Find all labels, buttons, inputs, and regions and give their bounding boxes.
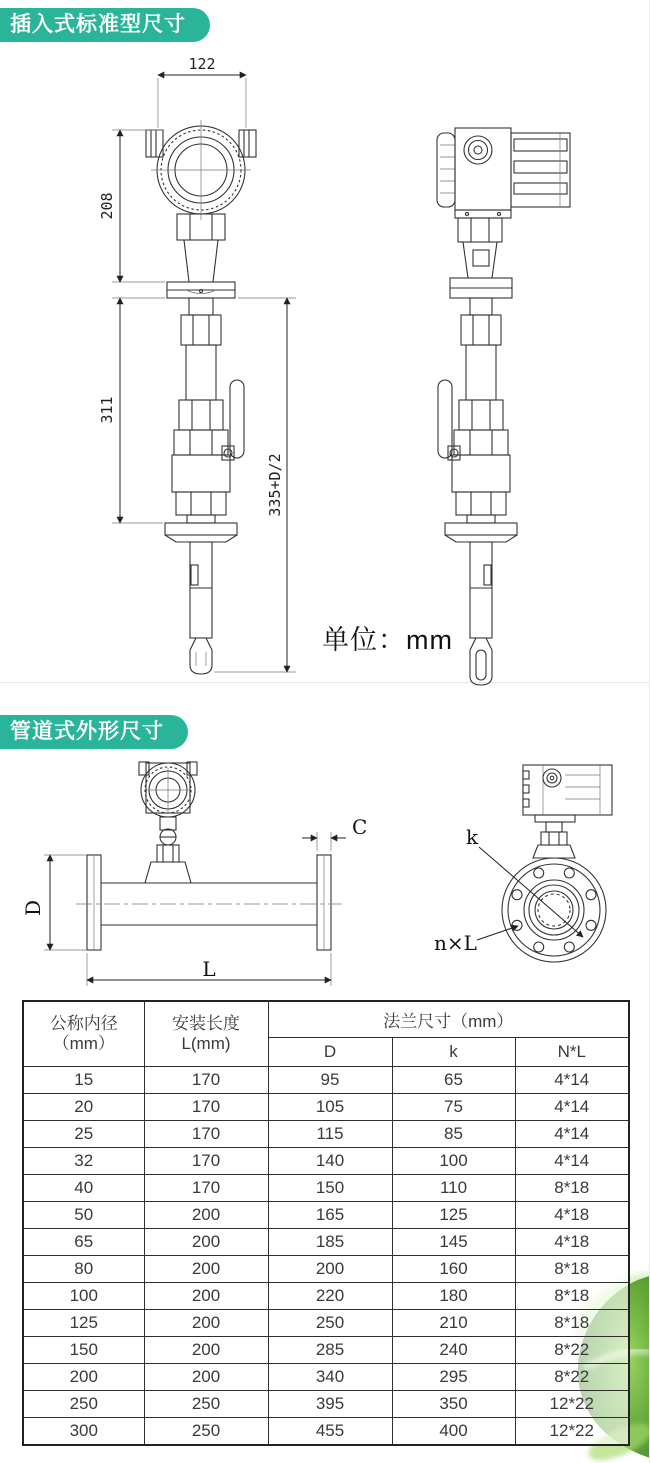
table-cell: 150	[268, 1175, 392, 1202]
pipe-side-view	[21, 762, 367, 986]
unit-note: 单位：mm	[322, 625, 453, 655]
table-cell: 220	[268, 1283, 392, 1310]
table-cell: 300	[23, 1418, 144, 1446]
header-flange-d: D	[268, 1038, 392, 1067]
header-flange-group: 法兰尺寸（mm）	[268, 1001, 629, 1038]
table-cell: 200	[144, 1202, 268, 1229]
table-cell: 200	[23, 1364, 144, 1391]
table-cell: 200	[144, 1364, 268, 1391]
table-cell: 105	[268, 1094, 392, 1121]
table-cell: 200	[144, 1283, 268, 1310]
table-cell: 200	[268, 1256, 392, 1283]
table-cell: 25	[23, 1121, 144, 1148]
header-nominal-diameter: 公称内径 （mm）	[23, 1001, 144, 1067]
table-cell: 12*22	[515, 1391, 629, 1418]
table-cell: 250	[144, 1418, 268, 1446]
table-cell: 165	[268, 1202, 392, 1229]
table-row	[23, 1418, 629, 1446]
table-cell: 340	[268, 1364, 392, 1391]
table-cell: 12*22	[515, 1418, 629, 1446]
label-flange-thickness: C	[352, 815, 368, 839]
header-install-length: 安装长度 L(mm)	[144, 1001, 268, 1067]
table-cell: 85	[392, 1121, 515, 1148]
table-cell: 210	[392, 1310, 515, 1337]
table-cell: 125	[23, 1310, 144, 1337]
table-cell: 8*18	[515, 1310, 629, 1337]
table-cell: 8*18	[515, 1256, 629, 1283]
table-cell: 185	[268, 1229, 392, 1256]
table-row	[23, 1310, 629, 1337]
table-cell: 395	[268, 1391, 392, 1418]
table-row	[23, 1229, 629, 1256]
table-cell: 50	[23, 1202, 144, 1229]
table-cell: 200	[144, 1310, 268, 1337]
table-cell: 65	[392, 1067, 515, 1094]
table-row	[23, 1175, 629, 1202]
table-cell: 15	[23, 1067, 144, 1094]
table-cell: 400	[392, 1418, 515, 1446]
table-cell: 40	[23, 1175, 144, 1202]
table-cell: 100	[23, 1283, 144, 1310]
table-cell: 75	[392, 1094, 515, 1121]
dimension-table-body	[23, 1067, 629, 1446]
table-cell: 150	[23, 1337, 144, 1364]
insertion-type-drawing	[0, 50, 650, 690]
table-row	[23, 1148, 629, 1175]
table-cell: 8*18	[515, 1283, 629, 1310]
label-bolt-circle-diameter: k	[466, 825, 479, 849]
label-bolt-holes: n×L	[434, 931, 477, 955]
table-cell: 125	[392, 1202, 515, 1229]
table-row	[23, 1337, 629, 1364]
table-cell: 8*22	[515, 1337, 629, 1364]
section-title-pipeline: 管道式外形尺寸	[0, 715, 188, 749]
pipeline-type-drawing	[0, 750, 650, 1000]
table-cell: 4*14	[515, 1094, 629, 1121]
table-cell: 145	[392, 1229, 515, 1256]
table-cell: 170	[144, 1094, 268, 1121]
table-cell: 80	[23, 1256, 144, 1283]
table-cell: 170	[144, 1148, 268, 1175]
header-flange-k: k	[392, 1038, 515, 1067]
dim-label-lower-height: 311	[98, 396, 116, 424]
table-cell: 170	[144, 1067, 268, 1094]
table-cell: 115	[268, 1121, 392, 1148]
table-row	[23, 1283, 629, 1310]
label-install-length: L	[202, 957, 216, 981]
table-cell: 240	[392, 1337, 515, 1364]
table-cell: 455	[268, 1418, 392, 1446]
side-view	[437, 128, 570, 685]
table-cell: 4*14	[515, 1121, 629, 1148]
front-view	[98, 55, 296, 674]
table-row	[23, 1094, 629, 1121]
table-row	[23, 1202, 629, 1229]
table-cell: 200	[144, 1256, 268, 1283]
table-cell: 8*22	[515, 1364, 629, 1391]
table-cell: 350	[392, 1391, 515, 1418]
table-cell: 4*18	[515, 1229, 629, 1256]
dimension-lines	[112, 75, 296, 672]
table-cell: 200	[144, 1229, 268, 1256]
table-cell: 295	[392, 1364, 515, 1391]
header-flange-nl: N*L	[515, 1038, 629, 1067]
table-cell: 4*14	[515, 1067, 629, 1094]
table-cell: 8*18	[515, 1175, 629, 1202]
table-cell: 4*14	[515, 1148, 629, 1175]
dim-label-total-insertion: 335+D/2	[266, 453, 284, 517]
section-title-insertion: 插入式标准型尺寸	[0, 8, 210, 42]
table-cell: 32	[23, 1148, 144, 1175]
table-cell: 250	[268, 1310, 392, 1337]
table-row	[23, 1256, 629, 1283]
table-cell: 250	[144, 1391, 268, 1418]
dim-label-width: 122	[188, 55, 216, 73]
table-cell: 65	[23, 1229, 144, 1256]
table-row	[23, 1067, 629, 1094]
label-pipe-diameter: D	[21, 899, 45, 917]
table-cell: 110	[392, 1175, 515, 1202]
table-row	[23, 1391, 629, 1418]
table-cell: 95	[268, 1067, 392, 1094]
table-cell: 4*18	[515, 1202, 629, 1229]
table-cell: 170	[144, 1175, 268, 1202]
dim-label-upper-height: 208	[98, 192, 116, 220]
table-cell: 285	[268, 1337, 392, 1364]
table-cell: 160	[392, 1256, 515, 1283]
table-row	[23, 1121, 629, 1148]
flange-end-view	[434, 765, 612, 962]
table-cell: 180	[392, 1283, 515, 1310]
table-row	[23, 1364, 629, 1391]
table-cell: 140	[268, 1148, 392, 1175]
table-cell: 200	[144, 1337, 268, 1364]
flange-dimension-table	[22, 1000, 630, 1446]
table-cell: 100	[392, 1148, 515, 1175]
table-cell: 20	[23, 1094, 144, 1121]
table-cell: 170	[144, 1121, 268, 1148]
table-cell: 250	[23, 1391, 144, 1418]
